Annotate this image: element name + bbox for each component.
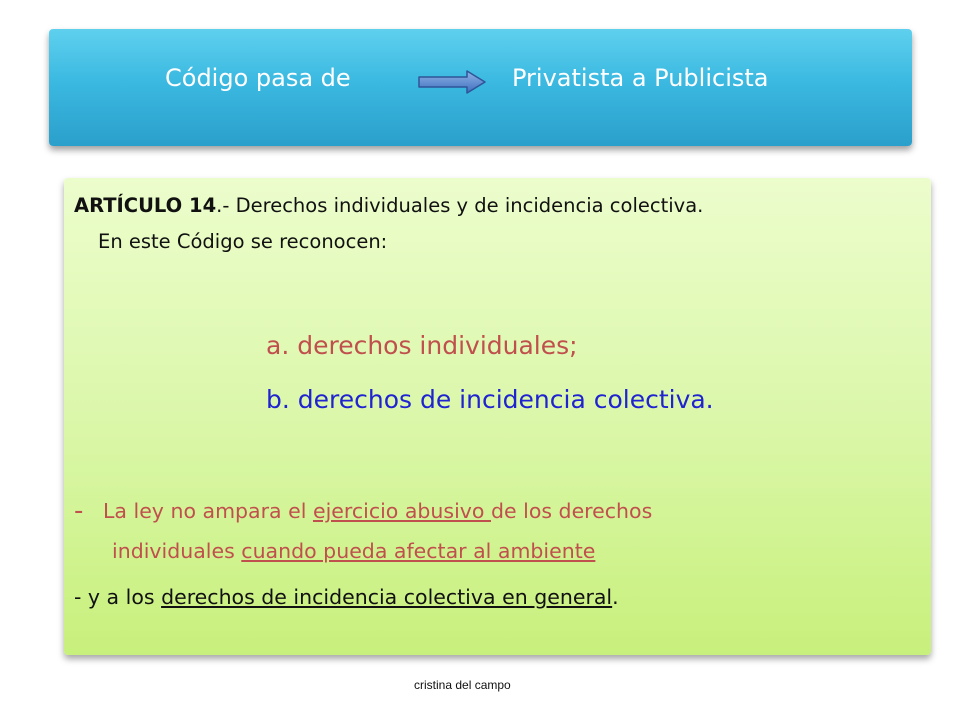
p2-underlined: cuando pueda afectar al ambiente <box>241 539 596 563</box>
p2-text1: individuales <box>112 539 242 563</box>
article-intro: En este Código se reconocen: <box>98 230 388 253</box>
p1-underlined: ejercicio abusivo <box>312 499 491 523</box>
arrow-right-icon <box>417 70 487 94</box>
paragraph-line-3 <box>74 582 619 612</box>
paragraph-line-1 <box>103 496 652 526</box>
p3-end: . <box>612 585 619 609</box>
item-b: b. derechos de incidencia colectiva. <box>266 385 714 414</box>
p1-text2: de los derechos <box>490 499 653 523</box>
p3-text1: - y a los <box>74 585 162 609</box>
p3-underlined: derechos de incidencia colectiva en general <box>161 585 613 609</box>
item-a: a. derechos individuales; <box>266 331 578 360</box>
article-label: ARTÍCULO 14 <box>74 194 217 217</box>
article-heading-rest: .- Derechos individuales y de incidencia colectiva. <box>216 194 704 217</box>
p1-text1: La ley no ampara el <box>103 499 313 523</box>
title-left-text: Código pasa de <box>165 64 351 92</box>
bullet-dash: - <box>74 496 84 526</box>
paragraph-line-2 <box>112 536 595 566</box>
footer-author: cristina del campo <box>414 678 511 692</box>
article-heading <box>74 193 703 219</box>
title-right-text: Privatista a Publicista <box>512 64 769 92</box>
